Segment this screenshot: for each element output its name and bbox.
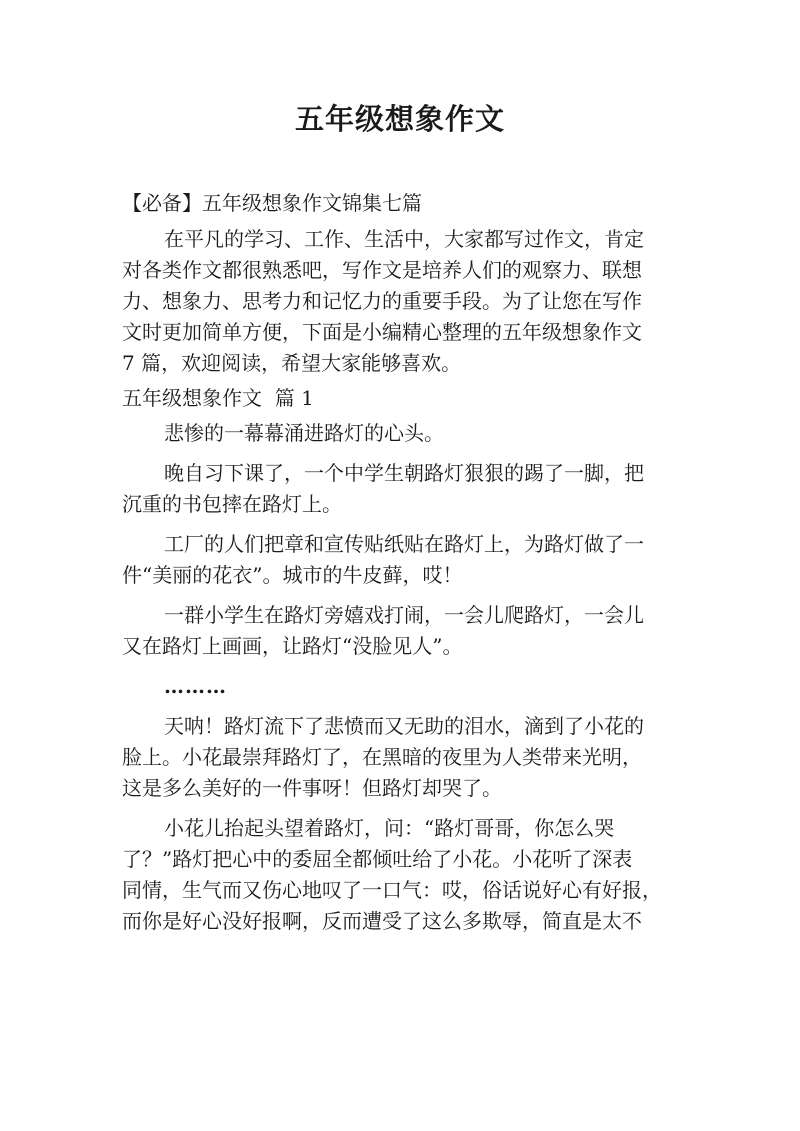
essay-paragraph-line: 这是多么美好的一件事呀！但路灯却哭了。 [122,776,502,800]
intro-paragraph-line: 文时更加简单方便，下面是小编精心整理的五年级想象作文 [122,320,642,344]
essay-paragraph-line: 沉重的书包摔在路灯上。 [122,492,342,516]
essay-paragraph-line: 晚自习下课了，一个中学生朝路灯狠狠的踢了一脚，把 [164,461,644,485]
essay-paragraph-line: 件“美丽的花衣”。城市的牛皮藓，哎！ [122,563,463,587]
intro-paragraph-line: 对各类作文都很熟悉吧，写作文是培养人们的观察力、联想 [122,258,642,282]
essay-paragraph-line: 而你是好心没好报啊，反而遭受了这么多欺辱，简直是太不 [122,909,642,933]
section-heading: 五年级想象作文 篇 1 [122,386,314,410]
document-subtitle: 【必备】五年级想象作文锦集七篇 [122,191,422,215]
document-title: 五年级想象作文 [294,102,505,136]
intro-paragraph-line: 在平凡的学习、工作、生活中，大家都写过作文，肯定 [164,227,644,251]
intro-paragraph-line: 7 篇，欢迎阅读，希望大家能够喜欢。 [122,351,462,375]
essay-paragraph-line: 工厂的人们把章和宣传贴纸贴在路灯上，为路灯做了一 [164,532,644,556]
essay-paragraph-line: 一群小学生在路灯旁嬉戏打闹，一会儿爬路灯，一会儿 [164,603,644,627]
essay-paragraph-line: 悲惨的一幕幕涌进路灯的心头。 [164,421,444,445]
essay-paragraph-line: 小花儿抬起头望着路灯，问：“路灯哥哥，你怎么哭 [164,816,615,840]
ellipsis-separator: ……… [164,674,227,698]
essay-paragraph-line: 同情，生气而又伤心地叹了一口气：哎，俗话说好心有好报， [122,878,662,902]
essay-paragraph-line: 天呐！路灯流下了悲愤而又无助的泪水，滴到了小花的 [164,714,644,738]
intro-paragraph-line: 力、想象力、思考力和记忆力的重要手段。为了让您在写作 [122,289,642,313]
document-body [122,188,682,937]
essay-paragraph-line: 又在路灯上画画，让路灯“没脸见人”。 [122,634,463,658]
essay-paragraph-line: 了？”路灯把心中的委屈全都倾吐给了小花。小花听了深表 [122,847,633,871]
essay-paragraph-line: 脸上。小花最崇拜路灯了，在黑暗的夜里为人类带来光明， [122,745,642,769]
